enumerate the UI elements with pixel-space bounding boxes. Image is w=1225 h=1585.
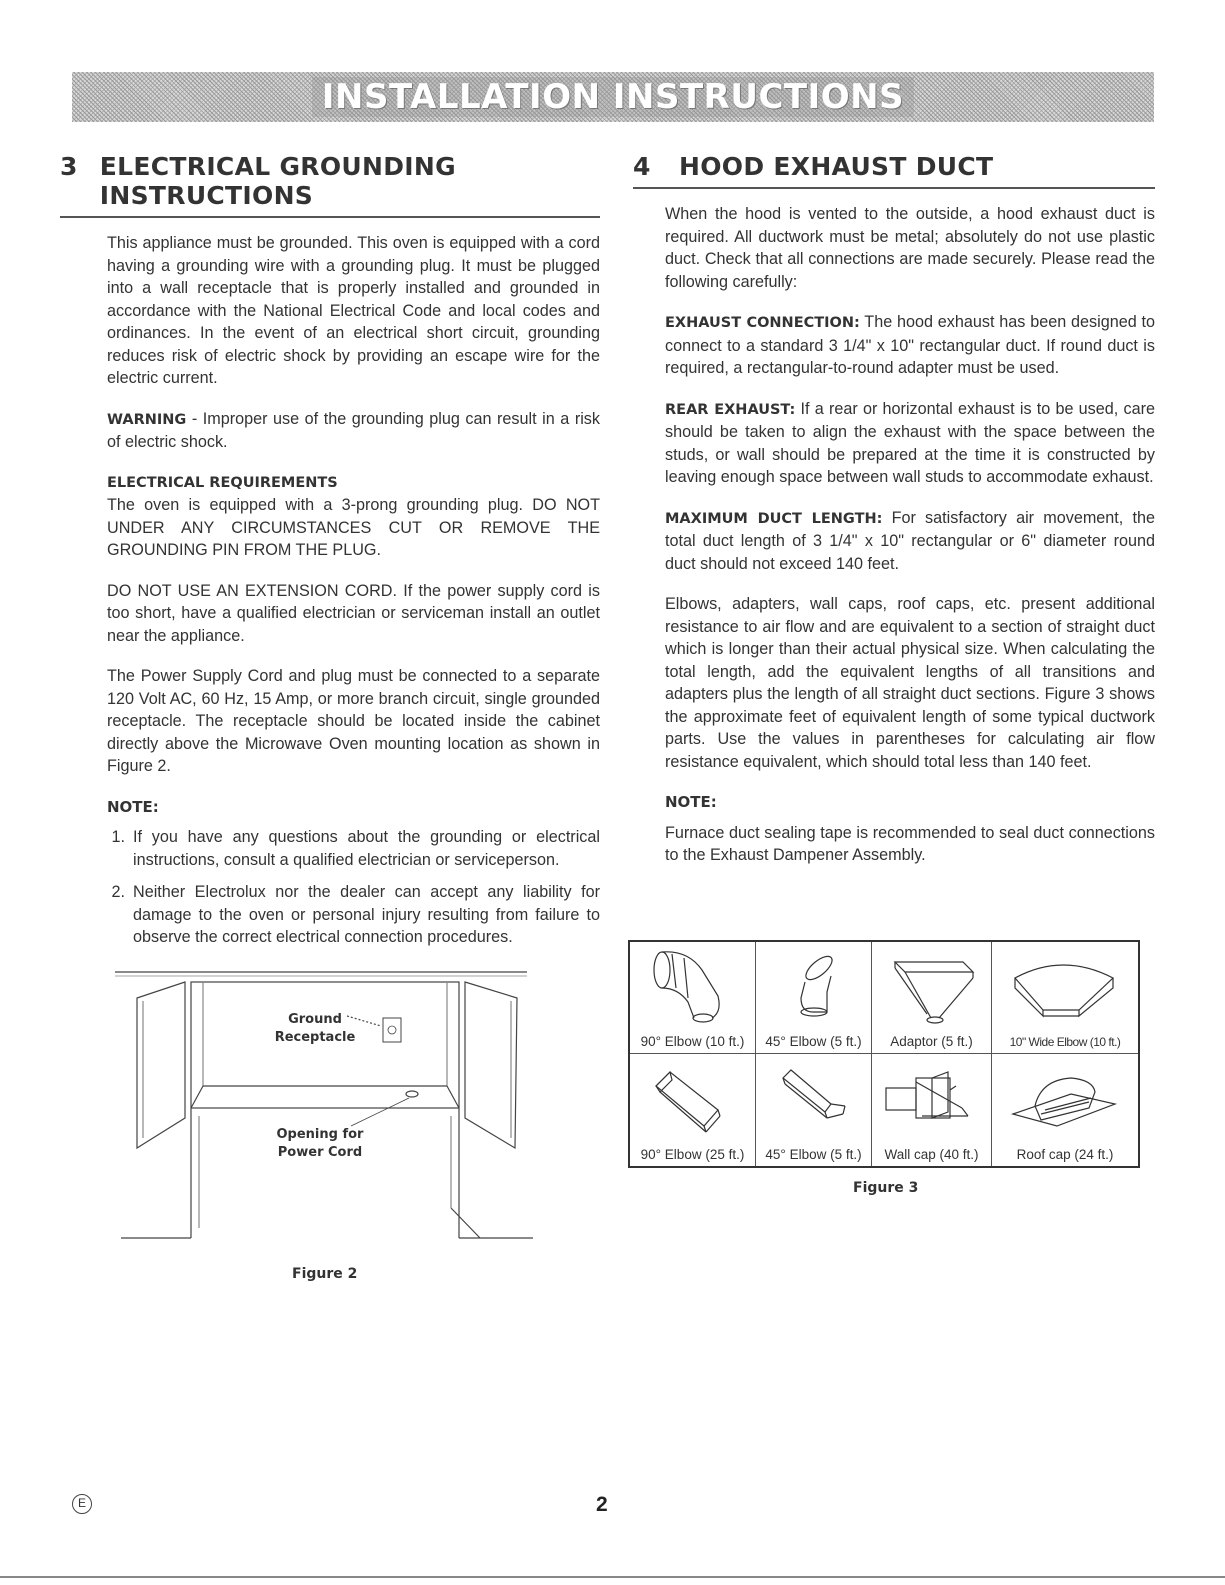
header-banner [72, 72, 1154, 122]
part-label: 45° Elbow (5 ft.) [765, 1147, 862, 1162]
part-label: 45° Elbow (5 ft.) [765, 1034, 862, 1049]
note-paragraph: Furnace duct sealing tape is recommended to seal duct connections to the Exhaust Dampener Assembly. [665, 823, 1155, 864]
round-45-elbow-icon [779, 948, 849, 1026]
section-title: HOOD EXHAUST DUCT [679, 152, 994, 181]
part-cell [872, 942, 992, 1054]
section-heading [633, 152, 1155, 189]
banner-title: INSTALLATION INSTRUCTIONS [312, 77, 914, 117]
part-cell [756, 1054, 872, 1166]
roof-cap-icon [1005, 1060, 1125, 1138]
electrical-requirements-heading: ELECTRICAL REQUIREMENTS [107, 474, 338, 491]
exhaust-connection-paragraph: EXHAUST CONNECTION: The hood exhaust has been designed to connect to a standard 3 1/4" x 10" rectangular duct. If round duct is required, a rectangular-to-round adapter must be used. [665, 313, 1156, 377]
list-item: 1. If you have any questions about the grounding or electrical instructions, consult a qualified electrician or serviceperson. [111, 828, 600, 869]
figure-3-caption: Figure 3 [853, 1180, 919, 1196]
language-mark: E [72, 1494, 92, 1514]
section-electrical-grounding [60, 152, 600, 959]
intro-paragraph: When the hood is vented to the outside, a hood exhaust duct is required. All ductwork must be metal; absolutely do not use plastic duct. Check that all connections are made securely. Please read the following carefully: [665, 205, 1155, 291]
warning-text: - Improper use of the grounding plug can result in a risk of electric shock. [107, 409, 600, 451]
section-number: 3 [60, 152, 78, 181]
part-cell [756, 942, 872, 1054]
part-cell [630, 1054, 756, 1166]
note-list [107, 826, 600, 949]
bottom-rule [0, 1576, 1225, 1578]
part-label: 10" Wide Elbow (10 ft.) [1009, 1035, 1121, 1049]
figure-2-cabinet-diagram [115, 968, 535, 1248]
part-cell [992, 942, 1138, 1054]
page-number: 2 [596, 1493, 608, 1516]
elbows-paragraph: Elbows, adapters, wall caps, roof caps, etc. present additional resistance to air flow and are equivalent to a section of straight duct which is longer than their actual physical size. When calculating the total length, add the equivalent lengths of all transitions and adapters plus the length of all straight duct sections. Figure 3 shows the approximate feet of equivalent length of some typical ductwork parts. Use the values in parentheses for calculating air flow resistance equivalent, which should total less than 140 feet. [665, 595, 1155, 771]
grounding-paragraph: This appliance must be grounded. This oven is equipped with a cord having a grounding wire with a grounding plug. It must be plugged into a wall receptacle that is properly installed and grounded in accordance with the National Electrical Code and local codes and ordinances. In the event of an electrical short circuit, grounding reduces risk of electric shock by providing an escape wire for the electric current. [107, 234, 600, 387]
label-receptacle: Receptacle [274, 1030, 356, 1045]
requirements-paragraph: The oven is equipped with a 3-prong grounding plug. DO NOT UNDER ANY CIRCUMSTANCES CUT OR REMOVE THE GROUNDING PIN FROM THE PLUG. [107, 496, 600, 559]
note-heading: NOTE: [665, 793, 717, 811]
part-cell [872, 1054, 992, 1166]
label-power-cord: Power Cord [277, 1145, 363, 1160]
figure-3-duct-parts [628, 940, 1140, 1168]
part-cell [992, 1054, 1138, 1166]
part-label: Adaptor (5 ft.) [890, 1034, 973, 1049]
label-opening: Opening for [276, 1127, 364, 1142]
section-number: 4 [633, 152, 651, 181]
part-label: Wall cap (40 ft.) [884, 1147, 979, 1162]
wide-elbow-icon [1005, 948, 1125, 1026]
warning-paragraph [107, 408, 600, 454]
wall-cap-icon [882, 1060, 982, 1138]
warning-label: WARNING [107, 411, 187, 428]
list-item: 2. Neither Electrolux nor the dealer can accept any liability for damage to the oven or personal injury resulting from failure to observe the correct electrical connection procedures. [111, 883, 600, 946]
max-duct-length-paragraph: MAXIMUM DUCT LENGTH: For satisfactory air movement, the total duct length of 3 1/4" x 10" rectangular or 6" diameter round duct should not exceed 140 feet. [665, 508, 1155, 573]
rect-90-elbow-icon [648, 1060, 738, 1138]
label-ground: Ground [288, 1012, 342, 1027]
part-label: 90° Elbow (10 ft.) [640, 1034, 745, 1049]
section-hood-exhaust-duct [633, 152, 1155, 885]
round-90-elbow-icon [648, 948, 738, 1026]
section-heading [60, 152, 600, 218]
figure-2-caption: Figure 2 [292, 1266, 358, 1282]
power-supply-paragraph: The Power Supply Cord and plug must be connected to a separate 120 Volt AC, 60 Hz, 15 Amp, or more branch circuit, single grounded receptacle. The receptacle should be located inside the cabinet directly above the Microwave Oven mounting location as shown in Figure 2. [107, 667, 600, 775]
adaptor-icon [887, 948, 977, 1028]
extension-cord-paragraph: DO NOT USE AN EXTENSION CORD. If the power supply cord is too short, have a qualified electrician or serviceman install an outlet near the appliance. [107, 581, 600, 645]
part-cell [630, 942, 756, 1054]
rect-45-elbow-icon [769, 1060, 859, 1138]
part-label: 90° Elbow (25 ft.) [640, 1147, 745, 1162]
rear-exhaust-paragraph: REAR EXHAUST: If a rear or horizontal exhaust is to be used, care should be taken to align the exhaust with the space between the studs, or wall should be prepared at the time it is constructed by leaving enough space between wall studs to accommodate exhaust. [665, 399, 1155, 486]
note-heading: NOTE: [107, 797, 159, 816]
part-label: Roof cap (24 ft.) [1016, 1147, 1114, 1162]
cabinet-illustration [115, 968, 535, 1248]
section-title: ELECTRICAL GROUNDING INSTRUCTIONS [99, 152, 456, 210]
